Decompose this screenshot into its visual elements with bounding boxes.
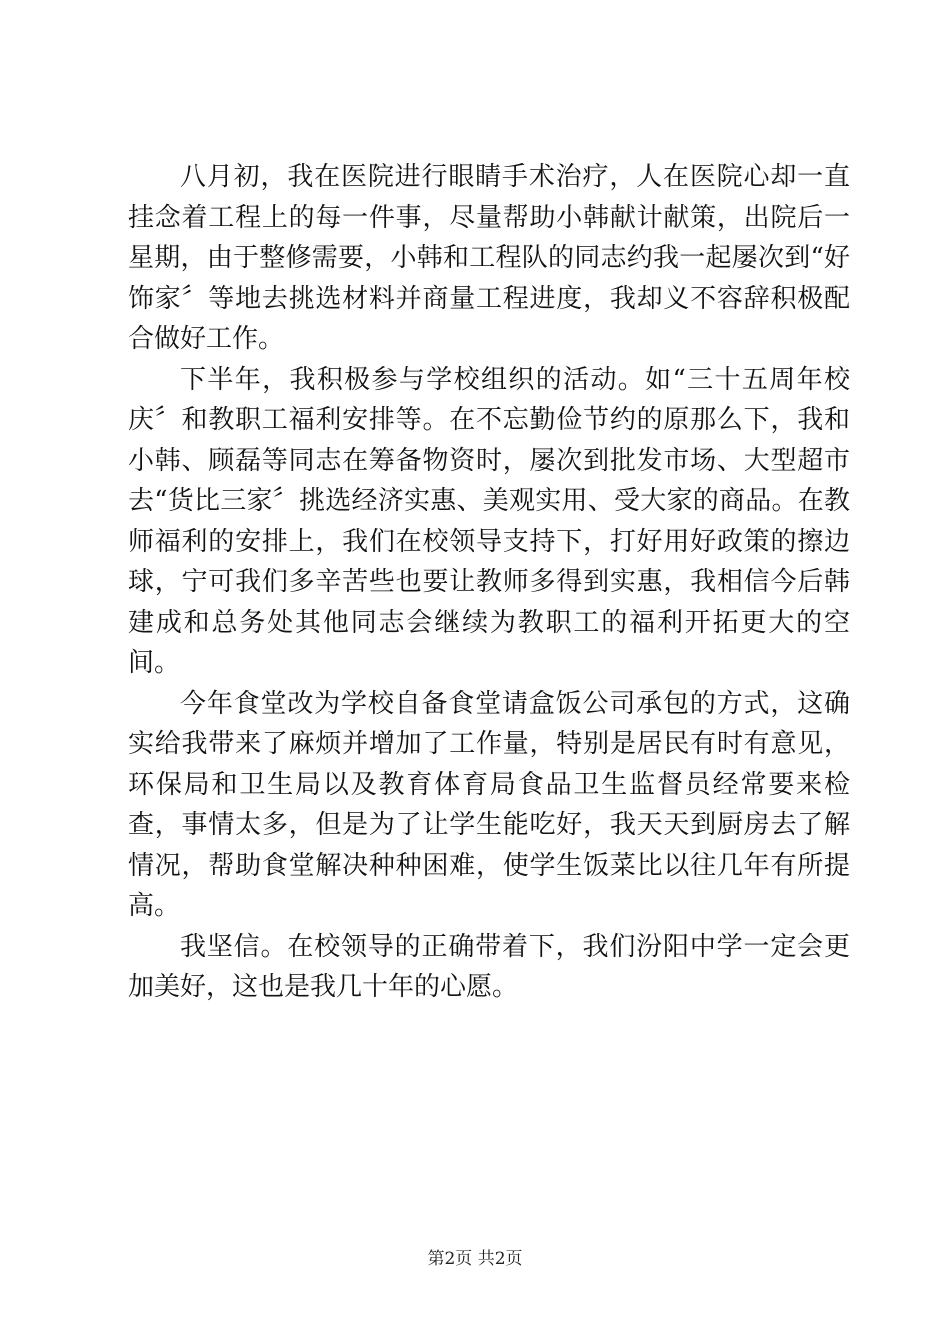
- page-number-footer: 第2页 共2页: [427, 1249, 523, 1269]
- paragraph-surgery: 八月初，我在医院进行眼睛手术治疗，人在医院心却一直挂念着工程上的每一件事，尽量帮助小韩献计献策，出院后一星期，由于整修需要，小韩和工程队的同志约我一起屡次到“好饰家〞等地去挑选材料并商量工程进度，我却义不容辞积极配合做好工作。: [128, 162, 850, 354]
- paragraph-canteen: 今年食堂改为学校自备食堂请盒饭公司承包的方式，这确实给我带来了麻烦并增加了工作量，特别是居民有时有意见，环保局和卫生局以及教育体育局食品卫生监督员经常要来检查，事情太多，但是为了让学生能吃好，我天天到厨房去了解情况，帮助食堂解决种种困难，使学生饭菜比以往几年有所提高。: [128, 688, 850, 921]
- paragraph-conclusion: 我坚信。在校领导的正确带着下，我们汾阳中学一定会更加美好，这也是我几十年的心愿。: [128, 931, 850, 1002]
- document-body: [128, 157, 850, 1008]
- paragraph-activities: 下半年，我积极参与学校组织的活动。如“三十五周年校庆〞和教职工福利安排等。在不忘勤俭节约的原那么下，我和小韩、顾磊等同志在筹备物资时，屡次到批发市场、大型超市去“货比三家〞挑选经济实惠、美观实用、受大家的商品。在教师福利的安排上，我们在校领导支持下，打好用好政策的擦边球，宁可我们多辛苦些也要让教师多得到实惠，我相信今后韩建成和总务处其他同志会继续为教职工的福利开拓更大的空间。: [128, 364, 850, 678]
